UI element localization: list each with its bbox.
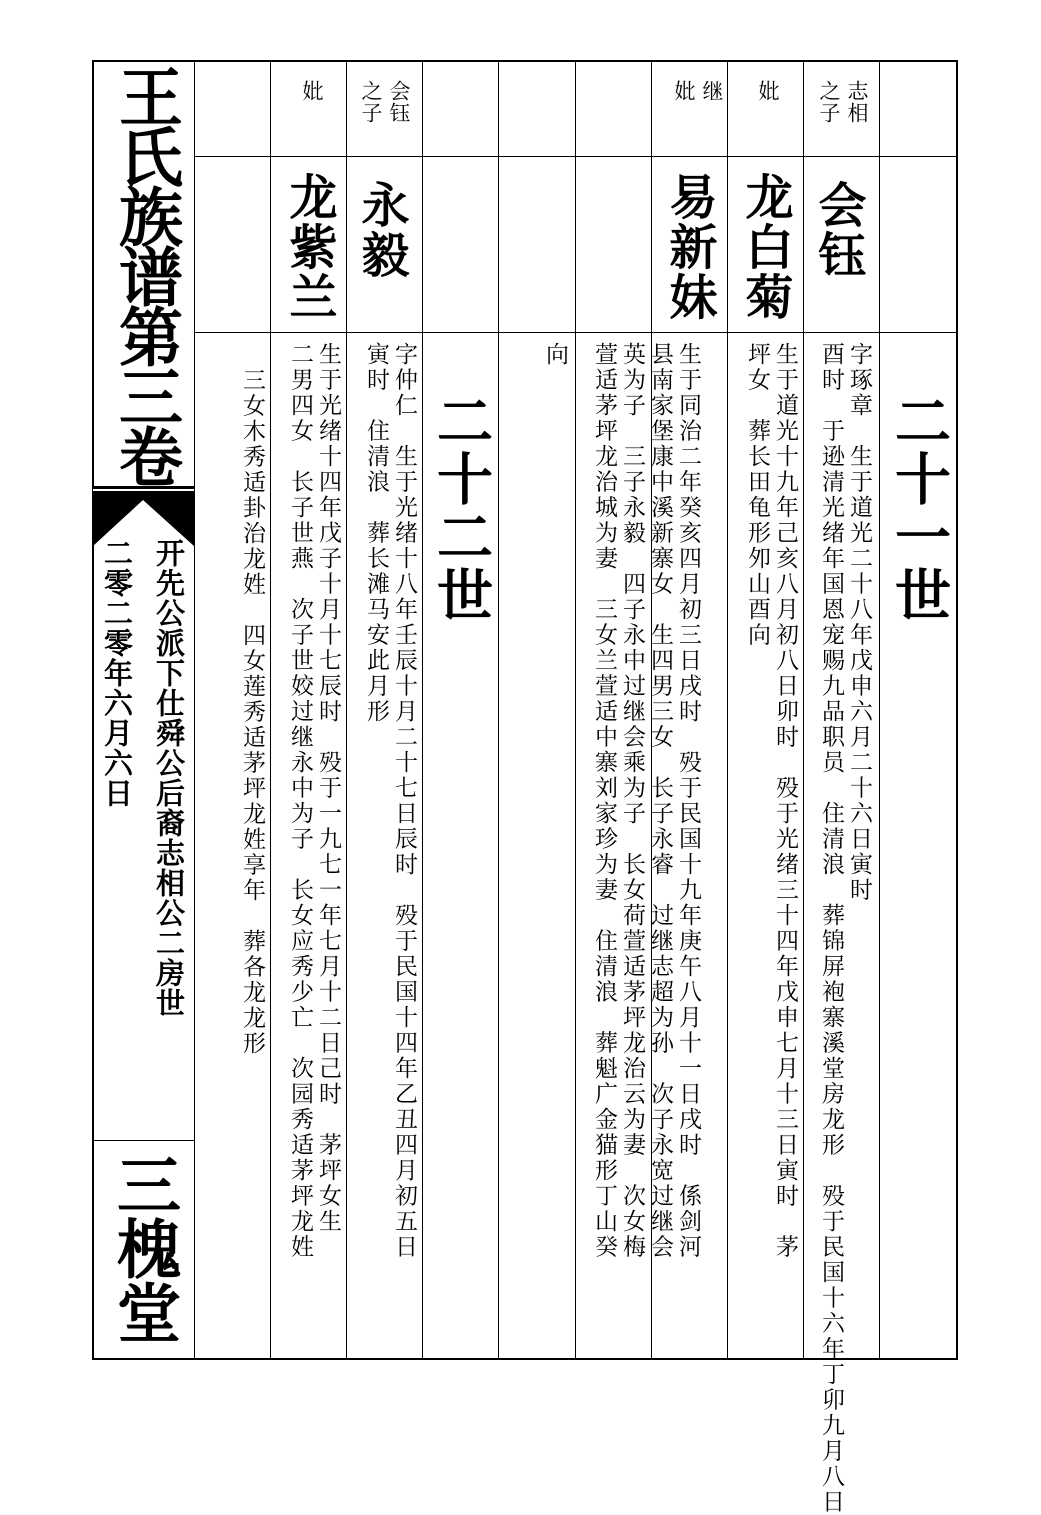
record-continuation: 三女木秀适卦治龙姓 四女莲秀适茅坪龙姓享年 葬各龙龙形 [239,368,265,1057]
row-divider-bottom [194,332,958,333]
generation-header-22: 二十二世 [428,392,494,624]
spine-divider [194,60,195,1360]
generation-header-21: 二十一世 [886,392,952,624]
person-name: 永毅 [353,180,409,280]
person-name: 龙紫兰 [281,172,337,322]
column-divider [422,60,423,1360]
relation-label: 志相 之子 [817,80,869,124]
row-divider-top [194,156,958,157]
column-divider [346,60,347,1360]
column-divider [270,60,271,1360]
person-record: 生于同治二年癸亥四月初三日戌时 殁于民国十九年庚午八月十一日戌时 係剑河 县南家堡康中溪新寨女 生四男三女 长子永睿 过继志超为孙 次子永宽过继会 英为子 三子永毅 四子永中过继会乘为子 长女荷萱适茅坪龙治云为妻 次女梅 萱适茅坪龙治城为妻 三女兰萱适中寨刘家珍为妻 住清浪 葬魁广金猫形丁山癸 [591,342,701,1260]
person-record: 生于道光十九年己亥八月初八日卯时 殁于光绪三十四年戊申七月十三日寅时 茅 坪女 葬长田龟形夘山酉向 [744,342,798,1260]
record-continuation: 向 [542,342,568,368]
fishtail-mark [93,486,194,546]
relation-label: 会钰 之子 [359,80,411,124]
person-record: 字仲仁 生于光绪十八年壬辰十月二十七日辰时 殁于民国十四年乙丑四月初五日 寅时 住清浪 葬长滩马安此月形 [363,342,417,1260]
column-divider [575,60,576,1360]
column-divider [879,60,880,1360]
column-divider [727,60,728,1360]
relation-label: 继 妣 [672,80,724,102]
relation-label: 妣 [756,80,780,102]
book-subtitle: 开先公派下仕舜公后裔志相公二房世 [152,538,186,1018]
relation-label: 妣 [300,80,324,102]
column-divider [803,60,804,1360]
spine-divider-hall [93,1140,194,1141]
book-title: 王氏族谱第三卷 [108,64,183,484]
hall-name: 三槐堂 [106,1152,181,1344]
person-record: 生于光绪十四年戊子十月十七辰时 殁于一九七一年七月十二日己时 茅坪女生 二男四女 长子世燕 次子世姣过继永中为子 长女应秀少亡 次园秀适茅坪龙姓 [287,342,341,1260]
person-name: 会钰 [810,180,866,280]
person-record: 字琢章 生于道光二十八年戊申六月二十六日寅时 酉时 于逊清光绪年国恩宠赐九品职员 住清浪 葬锦屏袍寨溪堂房龙形 殁于民国十六年丁卯九月八日 [818,342,872,1515]
book-date: 二零二零年六月六日 [100,538,134,808]
person-name: 龙白菊 [737,172,793,322]
column-divider [498,60,499,1360]
person-name: 易新妹 [661,172,717,322]
